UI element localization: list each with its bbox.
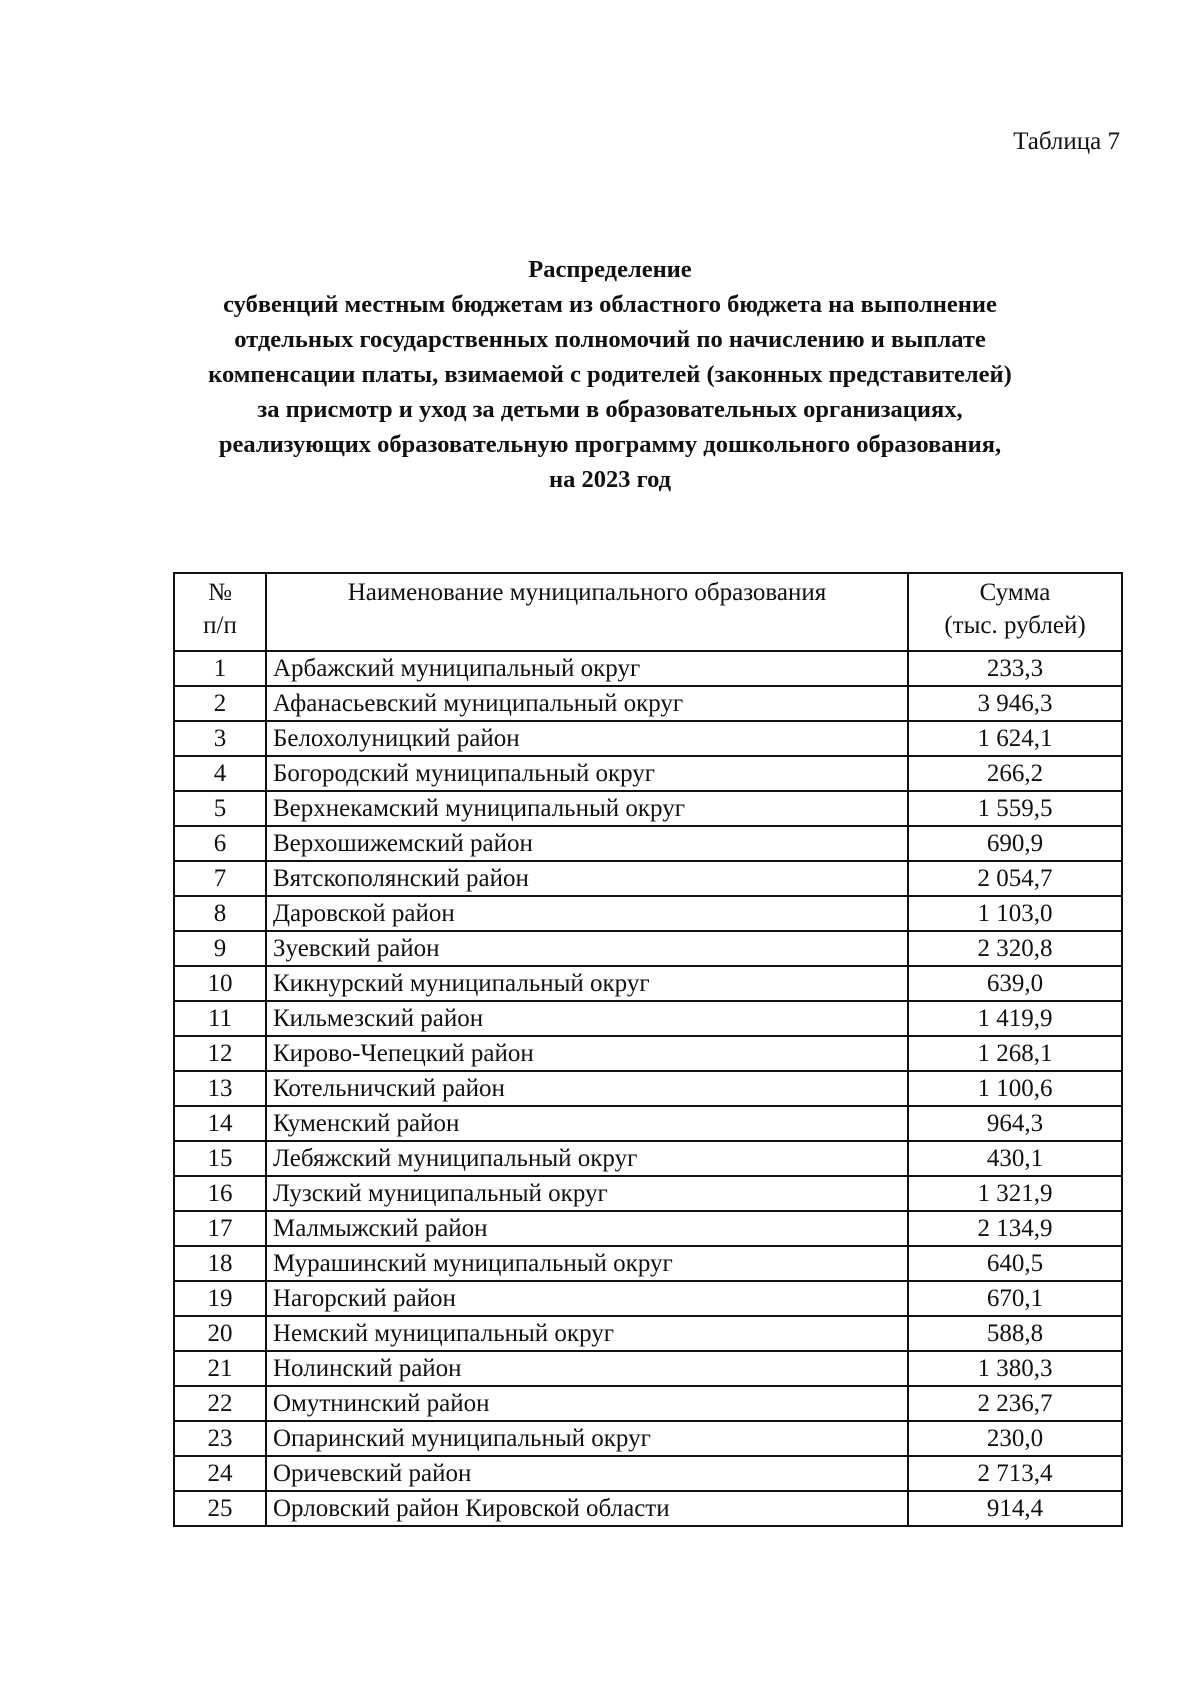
table-row	[174, 791, 1122, 826]
row-amount: 1 380,3	[908, 1351, 1122, 1386]
row-amount: 2 236,7	[908, 1386, 1122, 1421]
row-amount: 230,0	[908, 1421, 1122, 1456]
row-number: 22	[174, 1386, 266, 1421]
distribution-table	[173, 572, 1123, 1527]
row-number: 18	[174, 1246, 266, 1281]
table-row	[174, 931, 1122, 966]
row-amount: 964,3	[908, 1106, 1122, 1141]
title-line: компенсации платы, взимаемой с родителей (законных представителей)	[208, 361, 1012, 388]
row-amount: 1 103,0	[908, 896, 1122, 931]
row-number: 9	[174, 931, 266, 966]
row-number: 24	[174, 1456, 266, 1491]
table-row	[174, 1106, 1122, 1141]
row-municipality: Кирово-Чепецкий район	[266, 1036, 908, 1071]
title-line: отдельных государственных полномочий по начислению и выплате	[234, 326, 986, 353]
row-number: 6	[174, 826, 266, 861]
row-municipality: Орловский район Кировской области	[266, 1491, 908, 1526]
row-municipality: Котельничский район	[266, 1071, 908, 1106]
row-municipality: Афанасьевский муниципальный округ	[266, 686, 908, 721]
row-amount: 1 624,1	[908, 721, 1122, 756]
row-municipality: Оричевский район	[266, 1456, 908, 1491]
table-row	[174, 1071, 1122, 1106]
row-number: 13	[174, 1071, 266, 1106]
row-number: 8	[174, 896, 266, 931]
table-row	[174, 966, 1122, 1001]
row-municipality: Лузский муниципальный округ	[266, 1176, 908, 1211]
row-amount: 2 713,4	[908, 1456, 1122, 1491]
row-amount: 1 321,9	[908, 1176, 1122, 1211]
row-number: 14	[174, 1106, 266, 1141]
header-number-line: п/п	[203, 612, 237, 639]
table-row	[174, 1491, 1122, 1526]
header-sum	[908, 573, 1122, 651]
row-municipality: Вятскополянский район	[266, 861, 908, 896]
row-number: 10	[174, 966, 266, 1001]
table-row	[174, 1281, 1122, 1316]
table-row	[174, 1316, 1122, 1351]
row-municipality: Лебяжский муниципальный округ	[266, 1141, 908, 1176]
row-number: 7	[174, 861, 266, 896]
row-municipality: Нагорский район	[266, 1281, 908, 1316]
table-row	[174, 1456, 1122, 1491]
title-line: за присмотр и уход за детьми в образовательных организациях,	[257, 396, 963, 423]
table-row	[174, 1211, 1122, 1246]
row-municipality: Нолинский район	[266, 1351, 908, 1386]
row-amount: 640,5	[908, 1246, 1122, 1281]
row-amount: 1 268,1	[908, 1036, 1122, 1071]
row-amount: 1 100,6	[908, 1071, 1122, 1106]
row-number: 21	[174, 1351, 266, 1386]
table-row	[174, 1176, 1122, 1211]
row-number: 11	[174, 1001, 266, 1036]
header-number	[174, 573, 266, 651]
row-amount: 639,0	[908, 966, 1122, 1001]
title-line: Распределение	[528, 256, 692, 283]
row-municipality: Мурашинский муниципальный округ	[266, 1246, 908, 1281]
row-amount: 2 054,7	[908, 861, 1122, 896]
row-number: 23	[174, 1421, 266, 1456]
table-row	[174, 686, 1122, 721]
table-row	[174, 756, 1122, 791]
table-row	[174, 1351, 1122, 1386]
row-number: 12	[174, 1036, 266, 1071]
row-number: 19	[174, 1281, 266, 1316]
title-line: субвенций местным бюджетам из областного бюджета на выполнение	[223, 291, 997, 318]
table-row	[174, 721, 1122, 756]
row-amount: 266,2	[908, 756, 1122, 791]
table-row	[174, 1036, 1122, 1071]
row-municipality: Малмыжский район	[266, 1211, 908, 1246]
header-sum-line: (тыс. рублей)	[944, 612, 1086, 639]
row-amount: 430,1	[908, 1141, 1122, 1176]
row-municipality: Богородский муниципальный округ	[266, 756, 908, 791]
table-row	[174, 896, 1122, 931]
table-row	[174, 1246, 1122, 1281]
row-municipality: Немский муниципальный округ	[266, 1316, 908, 1351]
row-municipality: Зуевский район	[266, 931, 908, 966]
row-municipality: Омутнинский район	[266, 1386, 908, 1421]
row-amount: 588,8	[908, 1316, 1122, 1351]
row-amount: 690,9	[908, 826, 1122, 861]
table-row	[174, 1001, 1122, 1036]
table-row	[174, 1141, 1122, 1176]
row-amount: 1 559,5	[908, 791, 1122, 826]
header-sum-line: Сумма	[979, 579, 1051, 606]
header-number-line: №	[208, 579, 232, 606]
row-municipality: Кильмезский район	[266, 1001, 908, 1036]
row-municipality: Даровской район	[266, 896, 908, 931]
row-number: 5	[174, 791, 266, 826]
row-number: 3	[174, 721, 266, 756]
table-body	[174, 651, 1122, 1526]
row-municipality: Опаринский муниципальный округ	[266, 1421, 908, 1456]
title-line: на 2023 год	[548, 466, 672, 493]
row-number: 20	[174, 1316, 266, 1351]
table-row	[174, 1421, 1122, 1456]
row-number: 25	[174, 1491, 266, 1526]
row-municipality: Кикнурский муниципальный округ	[266, 966, 908, 1001]
table-row	[174, 651, 1122, 686]
row-number: 2	[174, 686, 266, 721]
document-title	[150, 252, 1070, 497]
row-amount: 914,4	[908, 1491, 1122, 1526]
table-row	[174, 1386, 1122, 1421]
row-amount: 1 419,9	[908, 1001, 1122, 1036]
header-name: Наименование муниципального образования	[266, 573, 908, 651]
table-row	[174, 826, 1122, 861]
row-amount: 670,1	[908, 1281, 1122, 1316]
table-row	[174, 861, 1122, 896]
row-amount: 2 320,8	[908, 931, 1122, 966]
row-municipality: Арбажский муниципальный округ	[266, 651, 908, 686]
row-amount: 233,3	[908, 651, 1122, 686]
table-caption: Таблица 7	[1013, 128, 1120, 155]
row-number: 16	[174, 1176, 266, 1211]
row-number: 4	[174, 756, 266, 791]
row-municipality: Белохолуницкий район	[266, 721, 908, 756]
title-line: реализующих образовательную программу дошкольного образования,	[218, 431, 1002, 458]
row-amount: 2 134,9	[908, 1211, 1122, 1246]
row-number: 17	[174, 1211, 266, 1246]
row-amount: 3 946,3	[908, 686, 1122, 721]
row-municipality: Верхнекамский муниципальный округ	[266, 791, 908, 826]
row-municipality: Верхошижемский район	[266, 826, 908, 861]
row-number: 1	[174, 651, 266, 686]
row-municipality: Куменский район	[266, 1106, 908, 1141]
row-number: 15	[174, 1141, 266, 1176]
table-header-row	[174, 573, 1122, 651]
